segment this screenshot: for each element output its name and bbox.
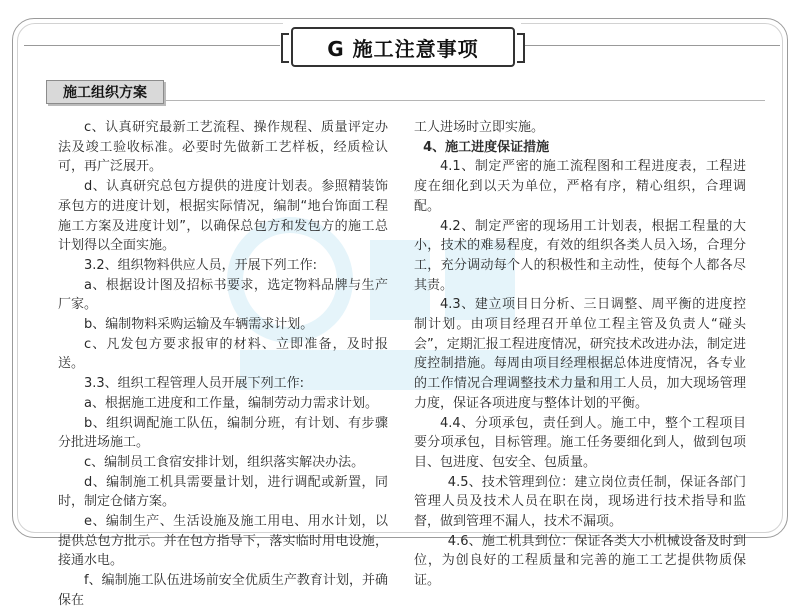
paragraph: c、编制员工食宿安排计划，组织落实解决办法。 (84, 454, 365, 470)
section-label: 施工组织方案 (46, 80, 164, 104)
paragraph-continuation: 工人进场时立即实施。 (414, 120, 545, 135)
page-title: G 施工注意事项 (291, 27, 515, 67)
title-rule-right (524, 45, 780, 46)
paragraph: 4.2、制定严密的现场用工计划表，根据工程量的大小，技术的难易程度，有效的组织各类人员入场，合理分工，充分调动每个人的积极性和主动性，使每个人都各尽其责。 (414, 218, 746, 293)
paragraph: a、根据设计图及招标书要求，选定物料品牌与生产厂家。 (58, 277, 388, 313)
paragraph: d、认真研究总包方提供的进度计划表。参照精装饰承包方的进度计划，根据实际情况，编制“地台饰面工程施工方案及进度计划”，以确保总包方和发包方的施工总计划得以全面实施。 (58, 179, 388, 254)
paragraph: 4.3、建立项目日分析、三日调整、周平衡的进度控制计划。由项目经理召开单位工程主管及负责人“碰头会”，定期汇报工程进度情况，研究技术改进办法，制定进度控制措施。每周由项目经理根据总体进度情况，各专业的工作情况合理调整技术力量和用工人员，加大现场管理力度，保证各项进度与整体计划的平衡。 (414, 297, 746, 411)
paragraph: b、编制物料采购运输及车辆需求计划。 (84, 317, 314, 333)
paragraph: c、认真研究最新工艺流程、操作规程、质量评定办法及竣工验收标准。必要时先做新工艺样板，经质检认可，再广泛展开。 (58, 120, 388, 175)
paragraph: 4.5、技术管理到位：建立岗位责任制，保证各部门管理人员及技术人员在职在岗，现场进行技术指导和监督，做到管理不漏人，技术不漏项。 (414, 474, 746, 530)
paragraph: 4.1、制定严密的施工流程图和工程进度表，工程进度在细化到以天为单位，严格有序，精心组织，合理调配。 (414, 159, 746, 214)
paragraph: e、编制生产、生活设施及施工用电、用水计划，以提供总包方批示。并在包方指导下，落实临时用电设施，接通水电。 (58, 514, 388, 569)
left-column (58, 118, 388, 611)
title-rule-left (24, 45, 280, 46)
paragraph: b、组织调配施工队伍，编制分班，有计划、有步骤分批进场施工。 (58, 415, 388, 451)
paragraph: 3.2、组织物料供应人员，开展下列工作: (84, 257, 318, 273)
right-column (414, 118, 746, 591)
paragraph: c、凡发包方要求报审的材料、立即准备，及时报送。 (58, 336, 388, 372)
paragraph: 4.4、分项承包，责任到人。施工中，整个工程项目要分项承包，目标管理。施工任务要细化到人，做到包项目、包进度、包安全、包质量。 (414, 415, 746, 470)
paragraph: d、编制施工机具需要量计划，进行调配或新置，同时，制定仓储方案。 (58, 474, 388, 510)
section-divider (165, 100, 765, 101)
title-banner (283, 21, 521, 71)
paragraph: f、编制施工队伍进场前安全优质生产教育计划，并确保在 (58, 573, 388, 608)
paragraph: 4.6、施工机具到位：保证各类大小机械设备及时到位，为创良好的工程质量和完善的施工工艺提供物质保证。 (414, 533, 746, 589)
section-heading: 4、施工进度保证措施 (423, 139, 550, 155)
paragraph: 3.3、组织工程管理人员开展下列工作: (84, 376, 305, 392)
paragraph: a、根据施工进度和工作量，编制劳动力需求计划。 (84, 395, 378, 411)
